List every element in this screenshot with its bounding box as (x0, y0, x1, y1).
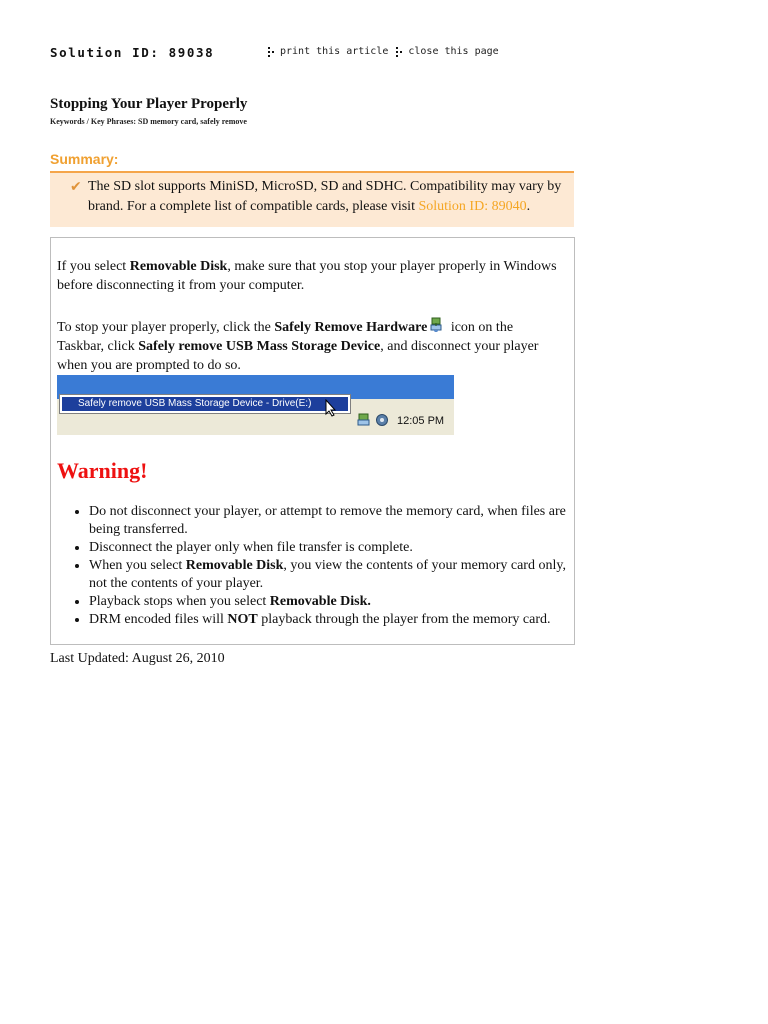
safely-remove-hardware-icon (429, 317, 443, 333)
volume-icon (375, 413, 389, 427)
list-item: • When you select Removable Disk, you view the contents of your memory card only, not the contents of your player. (89, 557, 567, 593)
dot-grid-icon (396, 47, 404, 57)
safely-remove-menu (59, 394, 351, 414)
print-article-link[interactable]: print this article (280, 46, 389, 57)
close-page-link[interactable]: close this page (408, 46, 499, 57)
page-title: Stopping Your Player Properly (50, 96, 248, 112)
warning-list (57, 503, 567, 629)
solution-link[interactable]: Solution ID: 89040 (418, 199, 527, 214)
summary-box (50, 171, 574, 227)
list-item: • DRM encoded files will NOT playback through the player from the memory card. (89, 611, 567, 629)
article-body (50, 237, 575, 645)
mouse-pointer-icon (325, 399, 337, 417)
article-actions (268, 46, 499, 57)
warning-heading: Warning! (57, 458, 148, 483)
paragraph-removable-disk: If you select Removable Disk, make sure that you stop your player properly in Windows before disconnecting it from your computer. (57, 259, 557, 293)
solution-id: Solution ID: 89038 (50, 45, 215, 60)
taskbar-screenshot (57, 375, 454, 435)
list-item: • Disconnect the player only when file transfer is complete. (89, 539, 567, 557)
summary-text: The SD slot supports MiniSD, MicroSD, SD and SDHC. Compatibility may vary by brand. For a complete list of compatible cards, please visit Solution ID: 89040. (88, 179, 562, 214)
taskbar-clock: 12:05 PM (397, 415, 445, 427)
checkmark-icon: ✔ (70, 179, 82, 195)
last-updated: Last Updated: August 26, 2010 (50, 651, 225, 666)
dot-grid-icon (268, 47, 276, 57)
paragraph-stop-player: To stop your player properly, click the Safely Remove Hardware icon on the Taskbar, click Safely remove USB Mass Storage Device, and disconnect your player when you are prompted to do so. (57, 317, 562, 375)
safely-remove-menu-item: Safely remove USB Mass Storage Device - Drive(E:) (62, 397, 348, 411)
list-item: • Playback stops when you select Removable Disk. (89, 593, 567, 611)
safely-remove-hardware-icon (357, 413, 371, 427)
keywords: Keywords / Key Phrases: SD memory card, safely remove (50, 117, 247, 126)
list-item: • Do not disconnect your player, or attempt to remove the memory card, when files are being transferred. (89, 503, 567, 539)
summary-label: Summary: (50, 151, 119, 167)
